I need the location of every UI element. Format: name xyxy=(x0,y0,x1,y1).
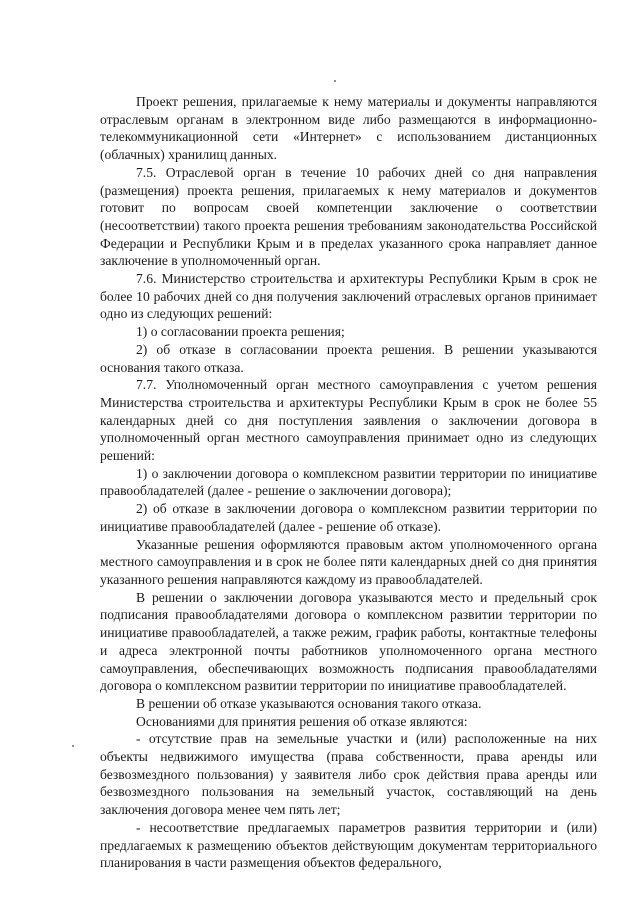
list-item-refusal: 2) об отказе в согласовании проекта решения. В решении указываются основания такого отказа. xyxy=(100,341,597,375)
paragraph-intro: Проект решения, прилагаемые к нему материалы и документы направляются отраслевым органам в электронном виде либо размещаются в информационно-телекоммуникационной сети «Интернет» с использованием дистанционных (облачных) хранилищ данных. xyxy=(100,94,597,163)
scan-speck xyxy=(334,80,336,82)
paragraph-7-5: 7.5. Отраслевой орган в течение 10 рабочих дней со дня направления (размещения) проекта решения, прилагаемых к нему материалов и документов готовит по вопросам своей компетенции заключение о соответствии (несоответствии) такого проекта решения требованиям законодательства Российской Федерации и Республики Крым и в пределах указанного срока направляет данное заключение в уполномоченный орган. xyxy=(100,164,597,269)
paragraph-7-6: 7.6. Министерство строительства и архитектуры Республики Крым в срок не более 10 рабочих дней со дня получения заключений отраслевых органов принимает одно из следующих решений: xyxy=(100,271,597,322)
scan-speck xyxy=(72,745,74,747)
paragraph-contract-details: В решении о заключении договора указываются место и предельный срок подписания правообладателями договора о комплексном развитии территории по инициативе правообладателей, а также режим, график работы, контактные телефоны и адреса электронной почты работников уполномоченного органа местного самоуправления, обеспечивающих возможность подписания правообладателями договора о комплексном развитии территории по инициативе правообладателей. xyxy=(100,589,597,694)
list-item-mismatch: - несоответствие предлагаемых параметров развития территории и (или) предлагаемых к размещению объектов действующим документам территориального планирования в части размещения объектов федерального, xyxy=(100,819,597,871)
paragraph-grounds-intro: Основаниями для принятия решения об отказе являются: xyxy=(136,713,468,729)
list-item-contract-decision: 1) о заключении договора о комплексном развитии территории по инициативе правообладателей (далее - решение о заключении договора); xyxy=(100,465,597,499)
list-item-approval: 1) о согласовании проекта решения; xyxy=(136,324,345,340)
list-item-no-rights: - отсутствие прав на земельные участки и (или) расположенные на них объекты недвижимого имущества (права собственности, права аренды или безвозмездного пользования) у заявителя либо срок действия права аренды или безвозмездного пользования на земельный участок, составляющий на день заключения договора менее чем пять лет; xyxy=(100,731,597,818)
document-page xyxy=(100,93,597,872)
paragraph-7-7: 7.7. Уполномоченный орган местного самоуправления с учетом решения Министерства строительства и архитектуры Республики Крым в срок не более 55 календарных дней со дня поступления заявления о заключении договора в уполномоченный орган местного самоуправления принимает одно из следующих решений: xyxy=(100,377,597,464)
paragraph-refusal-grounds: В решении об отказе указываются основания такого отказа. xyxy=(136,695,482,711)
paragraph-legal-act: Указанные решения оформляются правовым актом уполномоченного органа местного самоуправления и в срок не более пяти календарных дней со дня принятия указанного решения направляются каждому из правообладателей. xyxy=(100,536,597,587)
list-item-refusal-decision: 2) об отказе в заключении договора о комплексном развитии территории по инициативе правообладателей (далее - решение об отказе). xyxy=(100,501,597,534)
